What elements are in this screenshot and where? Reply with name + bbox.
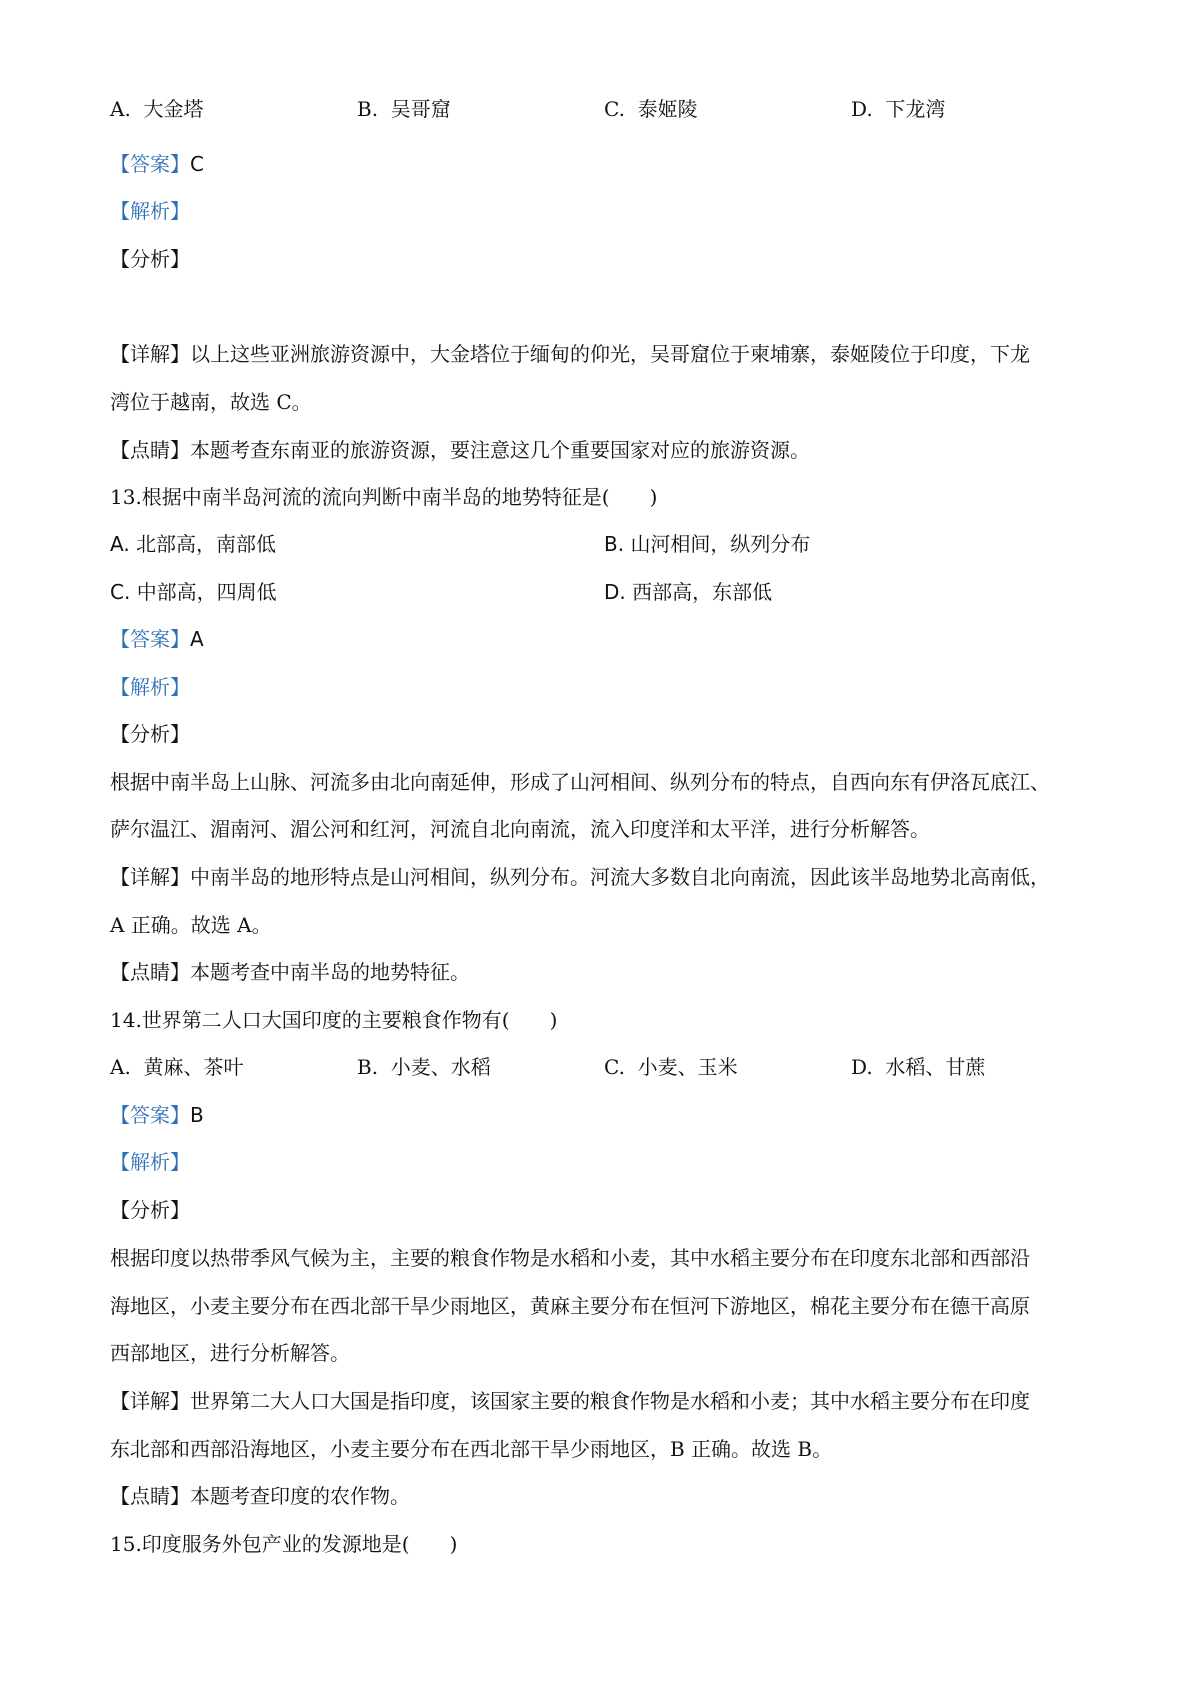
q12-option-c: C. 泰姬陵	[604, 97, 698, 121]
q12-detail-line2: 湾位于越南，故选 C。	[110, 390, 312, 414]
q12-fenxi-tag: 【分析】	[110, 247, 190, 271]
q13-stem: 13.根据中南半岛河流的流向判断中南半岛的地势特征是( )	[110, 485, 658, 509]
q15-stem: 15.印度服务外包产业的发源地是( )	[110, 1532, 458, 1556]
q13-option-d: D. 西部高，东部低	[604, 580, 773, 604]
q14-fenxi-line1: 根据印度以热带季风气候为主，主要的粮食作物是水稻和小麦，其中水稻主要分布在印度东北部和西部沿	[110, 1246, 1030, 1270]
q13-option-a: A. 北部高，南部低	[110, 532, 277, 556]
q14-option-a: A. 黄麻、茶叶	[110, 1055, 244, 1079]
answer-tag: 【答案】	[110, 152, 190, 176]
q13-dianjing: 【点睛】本题考查中南半岛的地势特征。	[110, 960, 470, 984]
q14-option-b: B. 小麦、水稻	[357, 1055, 491, 1079]
q13-option-b: B. 山河相间，纵列分布	[604, 532, 811, 556]
q13-detail-line1: 【详解】中南半岛的地形特点是山河相间，纵列分布。河流大多数自北向南流，因此该半岛地势北高南低，	[110, 865, 1050, 889]
q14-detail-line1: 【详解】世界第二大人口大国是指印度，该国家主要的粮食作物是水稻和小麦；其中水稻主要分布在印度	[110, 1389, 1030, 1413]
answer-tag: 【答案】	[110, 1103, 190, 1127]
q14-fenxi-line2: 海地区，小麦主要分布在西北部干旱少雨地区，黄麻主要分布在恒河下游地区，棉花主要分布在德干高原	[110, 1294, 1030, 1318]
q12-answer: 【答案】C	[110, 152, 204, 176]
q12-jiexi-tag: 【解析】	[110, 199, 190, 223]
q14-dianjing: 【点睛】本题考查印度的农作物。	[110, 1484, 410, 1508]
q12-option-a: A. 大金塔	[110, 97, 204, 121]
q13-fenxi-line2: 萨尔温江、湄南河、湄公河和红河，河流自北向南流，流入印度洋和太平洋，进行分析解答。	[110, 817, 930, 841]
q14-fenxi-tag: 【分析】	[110, 1198, 190, 1222]
q14-answer: 【答案】B	[110, 1103, 204, 1127]
q13-jiexi-tag: 【解析】	[110, 675, 190, 699]
answer-tag: 【答案】	[110, 627, 190, 651]
q14-detail-line2: 东北部和西部沿海地区，小麦主要分布在西北部干旱少雨地区，B 正确。故选 B。	[110, 1437, 833, 1461]
q14-fenxi-line3: 西部地区，进行分析解答。	[110, 1341, 350, 1365]
q13-answer: 【答案】A	[110, 627, 204, 651]
q12-option-b: B. 吴哥窟	[357, 97, 451, 121]
q14-option-c: C. 小麦、玉米	[604, 1055, 738, 1079]
q12-dianjing: 【点睛】本题考查东南亚的旅游资源，要注意这几个重要国家对应的旅游资源。	[110, 438, 810, 462]
q12-detail-line1: 【详解】以上这些亚洲旅游资源中，大金塔位于缅甸的仰光，吴哥窟位于柬埔寨，泰姬陵位于印度，下龙	[110, 342, 1030, 366]
q13-fenxi-line1: 根据中南半岛上山脉、河流多由北向南延伸，形成了山河相间、纵列分布的特点，自西向东有伊洛瓦底江、	[110, 770, 1050, 794]
q14-jiexi-tag: 【解析】	[110, 1150, 190, 1174]
q13-option-c: C. 中部高，四周低	[110, 580, 277, 604]
q13-detail-line2: A 正确。故选 A。	[110, 913, 272, 937]
q13-fenxi-tag: 【分析】	[110, 722, 190, 746]
q12-option-d: D. 下龙湾	[851, 97, 946, 121]
q14-option-d: D. 水稻、甘蔗	[851, 1055, 986, 1079]
q14-stem: 14.世界第二人口大国印度的主要粮食作物有( )	[110, 1008, 558, 1032]
